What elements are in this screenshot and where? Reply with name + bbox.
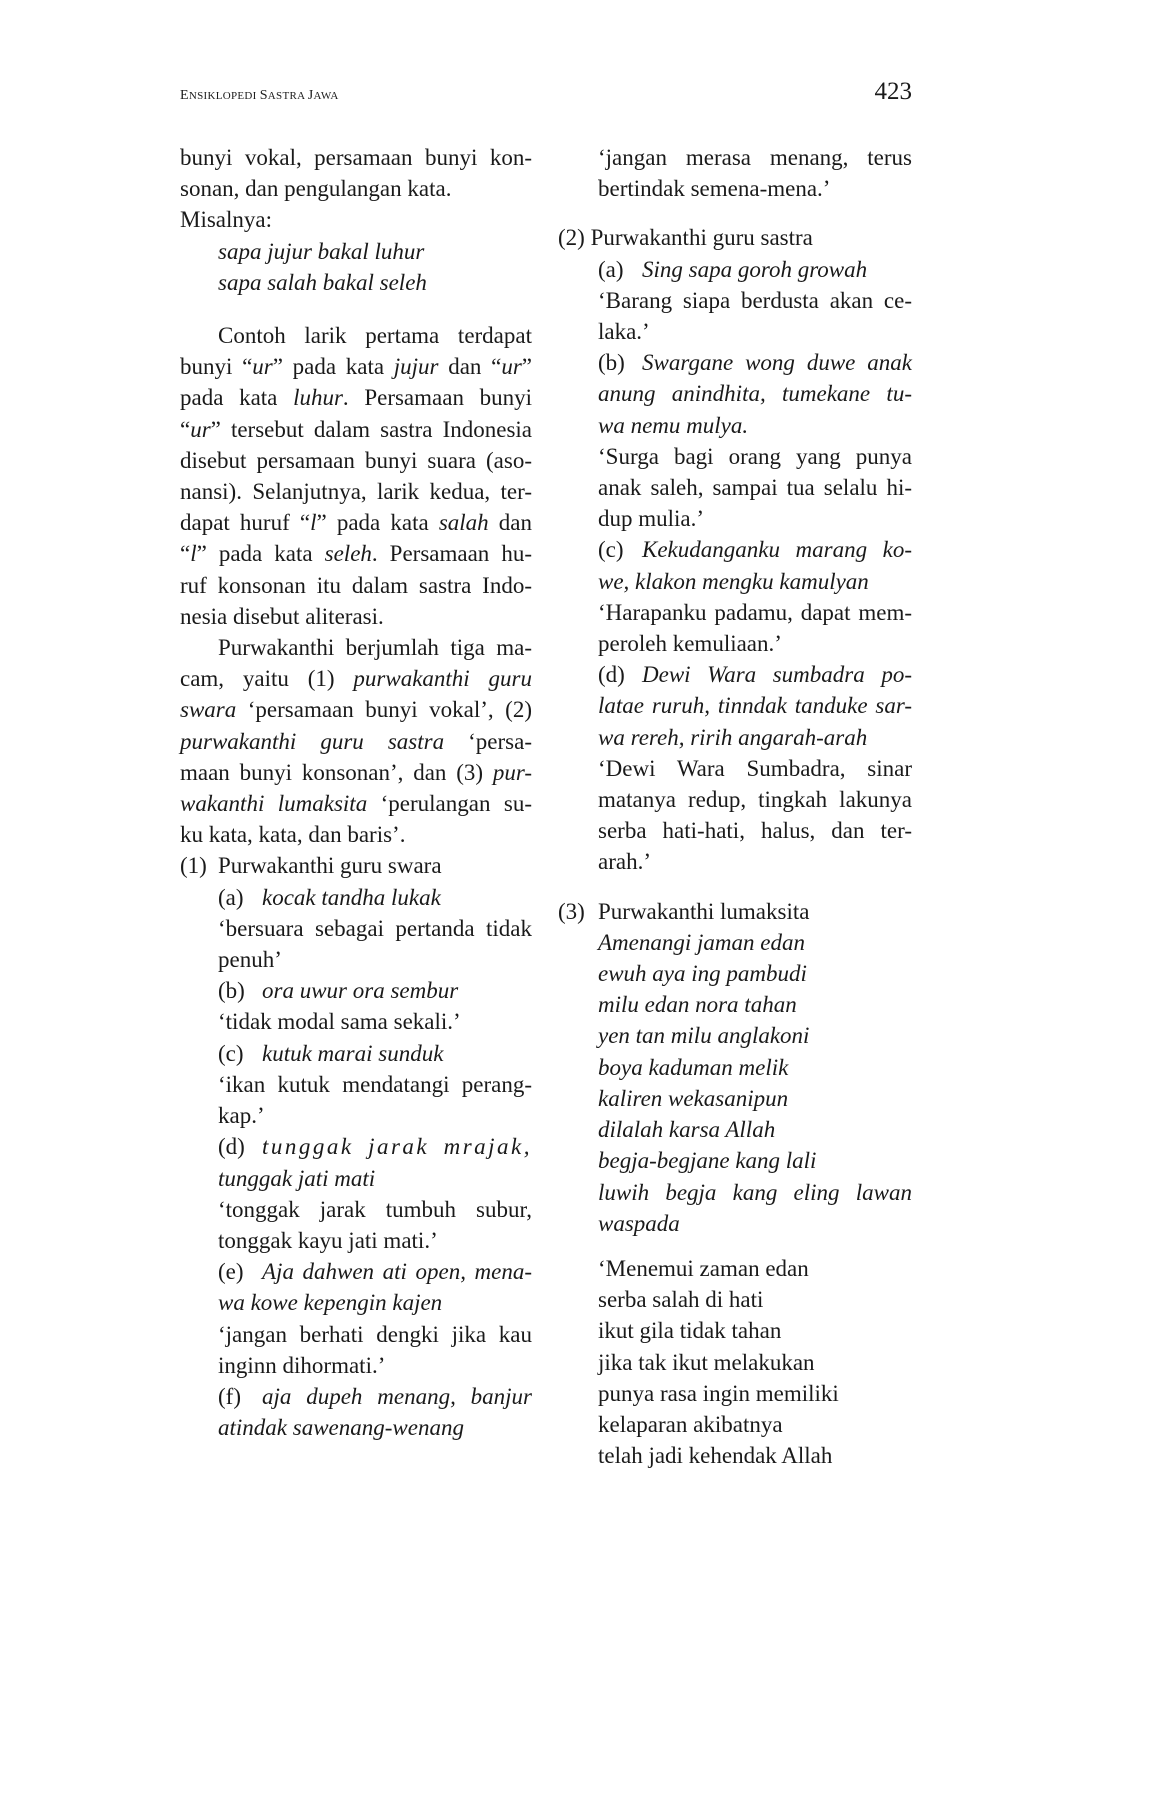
translation-line: ‘Harapanku padamu, dapat mem- (598, 599, 912, 625)
header-word-nsiklopedi: NSIKLOPEDI (188, 90, 260, 102)
poem-translation-line: kelaparan akibatnya (598, 1411, 783, 1437)
translation-line: ‘Barang siapa berdusta akan ce- (598, 287, 912, 313)
text-line: “ur” tersebut dalam sastra Indonesia (180, 416, 532, 442)
item-1d-cont: tunggak jati mati (218, 1165, 376, 1191)
poem-line: yen tan milu anglakoni (598, 1023, 810, 1049)
text-line: ku kata, kata, dan baris’. (180, 822, 406, 848)
translation-line: tonggak kayu jati mati.’ (218, 1227, 438, 1253)
poem-line: kaliren wekasanipun (598, 1085, 789, 1111)
text-line: cam, yaitu (1) purwakanthi guru (180, 666, 533, 692)
translation-line: anak saleh, sampai tua selalu hi- (598, 475, 912, 501)
text-line: bunyi vokal, persamaan bunyi kon- (180, 145, 532, 170)
item-2b-cont: wa nemu mulya. (598, 412, 749, 438)
translation-line: ‘jangan berhati dengki jika kau (218, 1321, 532, 1347)
poem-translation-line: jika tak ikut melakukan (598, 1349, 815, 1375)
text-line: Misalnya: (180, 207, 272, 233)
poem-line: begja-begjane kang lali (598, 1148, 817, 1174)
poem-line: luwih begja kang eling lawan (598, 1179, 912, 1205)
translation-line: bertindak semena-mena.’ (598, 176, 831, 202)
poem-line: waspada (598, 1210, 680, 1236)
text-line: nesia disebut aliterasi. (180, 603, 384, 629)
item-2d: (d) Dewi Wara sumbadra po- (598, 662, 912, 688)
poem-translation-line: serba salah di hati (598, 1287, 764, 1313)
poem-line: Amenangi jaman edan (598, 929, 805, 955)
poem-line: dilalah karsa Allah (598, 1117, 776, 1143)
translation-line: ‘jangan merasa menang, terus (598, 145, 912, 170)
text-line: Purwakanthi berjumlah tiga ma- (218, 635, 532, 661)
translation-line: ‘tidak modal sama sekali.’ (218, 1009, 461, 1035)
header-initial-j: J (307, 88, 314, 103)
text-line: pada kata luhur. Persamaan bunyi (180, 385, 532, 411)
text-line: ruf konsonan itu dalam sastra Indo- (180, 572, 532, 598)
item-1a: (a) kocak tandha lukak (218, 884, 441, 910)
header-initial-e: E (180, 88, 189, 103)
text-line: nansi). Selanjutnya, larik kedua, ter- (180, 479, 532, 505)
poem-line: boya kaduman melik (598, 1054, 789, 1080)
section-heading-2: (2) Purwakanthi guru sastra (558, 225, 813, 251)
item-1c: (c) kutuk marai sunduk (218, 1040, 444, 1066)
example-line: sapa salah bakal seleh (218, 269, 427, 295)
translation-line: inginn dihormati.’ (218, 1352, 386, 1378)
text-line: purwakanthi guru sastra ‘persa- (180, 728, 532, 754)
item-1b: (b) ora uwur ora sembur (218, 978, 459, 1004)
right-column (558, 142, 912, 1471)
translation-line: arah.’ (598, 849, 651, 875)
item-2c: (c) Kekudanganku marang ko- (598, 537, 912, 563)
text-line: maan bunyi konsonan’, dan (3) pur- (180, 759, 532, 785)
example-line: sapa jujur bakal luhur (218, 238, 425, 264)
item-2c-cont: we, klakon mengku kamulyan (598, 568, 869, 594)
text-line: Contoh larik pertama terdapat (218, 323, 532, 349)
translation-line: penuh’ (218, 947, 282, 973)
translation-line: peroleh kemuliaan.’ (598, 631, 782, 657)
poem-translation-line: telah jadi kehendak Allah (598, 1443, 833, 1469)
item-1f: (f) aja dupeh menang, banjur (218, 1383, 532, 1409)
text-line: “l” pada kata seleh. Persamaan hu- (180, 541, 532, 567)
running-header (180, 88, 339, 104)
item-2b-cont: anung anindhita, tumekane tu- (598, 381, 912, 407)
translation-line: ‘ikan kutuk mendatangi perang- (218, 1071, 532, 1097)
translation-line: kap.’ (218, 1103, 265, 1129)
item-2a: (a) Sing sapa goroh growah (598, 256, 868, 282)
translation-line: ‘tonggak jarak tumbuh subur, (218, 1196, 532, 1222)
poem-translation-line: punya rasa ingin memiliki (598, 1380, 839, 1406)
item-1e: (e) Aja dahwen ati open, mena- (218, 1259, 532, 1285)
poem-translation-line: ‘Menemui zaman edan (598, 1255, 809, 1281)
translation-line: matanya redup, tingkah lakunya (598, 787, 912, 813)
translation-line: serba hati-hati, halus, dan ter- (598, 818, 912, 844)
text-line: disebut persamaan bunyi suara (aso- (180, 447, 532, 473)
item-2b: (b) Swargane wong duwe anak (598, 350, 912, 376)
header-word-awa: AWA (313, 90, 339, 102)
poem-line: milu edan nora tahan (598, 992, 797, 1018)
left-column (180, 142, 532, 1443)
text-line: swara ‘persamaan bunyi vokal’, (2) (180, 697, 532, 723)
poem-translation-line: ikut gila tidak tahan (598, 1318, 782, 1344)
translation-line: ‘bersuara sebagai pertanda tidak (218, 915, 532, 941)
translation-line: ‘Dewi Wara Sumbadra, sinar (598, 755, 912, 781)
text-line: wakanthi lumaksita ‘perulangan su- (180, 791, 532, 817)
translation-line: laka.’ (598, 319, 650, 345)
text-line: dapat huruf “l” pada kata salah dan (180, 510, 532, 536)
item-1d: (d) tunggak jarak mrajak, (218, 1134, 532, 1160)
item-2d-cont: latae ruruh, tinndak tanduke sar- (598, 693, 912, 719)
section-heading-1: (1) Purwakanthi guru swara (180, 853, 442, 879)
page-number: 423 (874, 78, 912, 105)
item-1e-cont: wa kowe kepengin kajen (218, 1290, 443, 1316)
text-line: bunyi “ur” pada kata jujur dan “ur” (180, 354, 532, 380)
header-word-astra: ASTRA (267, 90, 308, 102)
poem-line: ewuh aya ing pambudi (598, 961, 807, 987)
translation-line: dup mulia.’ (598, 506, 705, 532)
item-1f-cont: atindak sawenang-wenang (218, 1415, 464, 1441)
section-heading-3: (3) Purwakanthi lumaksita (558, 898, 810, 924)
item-2d-cont: wa rereh, ririh angarah-arah (598, 724, 868, 750)
translation-line: ‘Surga bagi orang yang punya (598, 443, 912, 469)
header-initial-s: S (259, 88, 268, 103)
text-line: sonan, dan pengulangan kata. (180, 176, 452, 202)
